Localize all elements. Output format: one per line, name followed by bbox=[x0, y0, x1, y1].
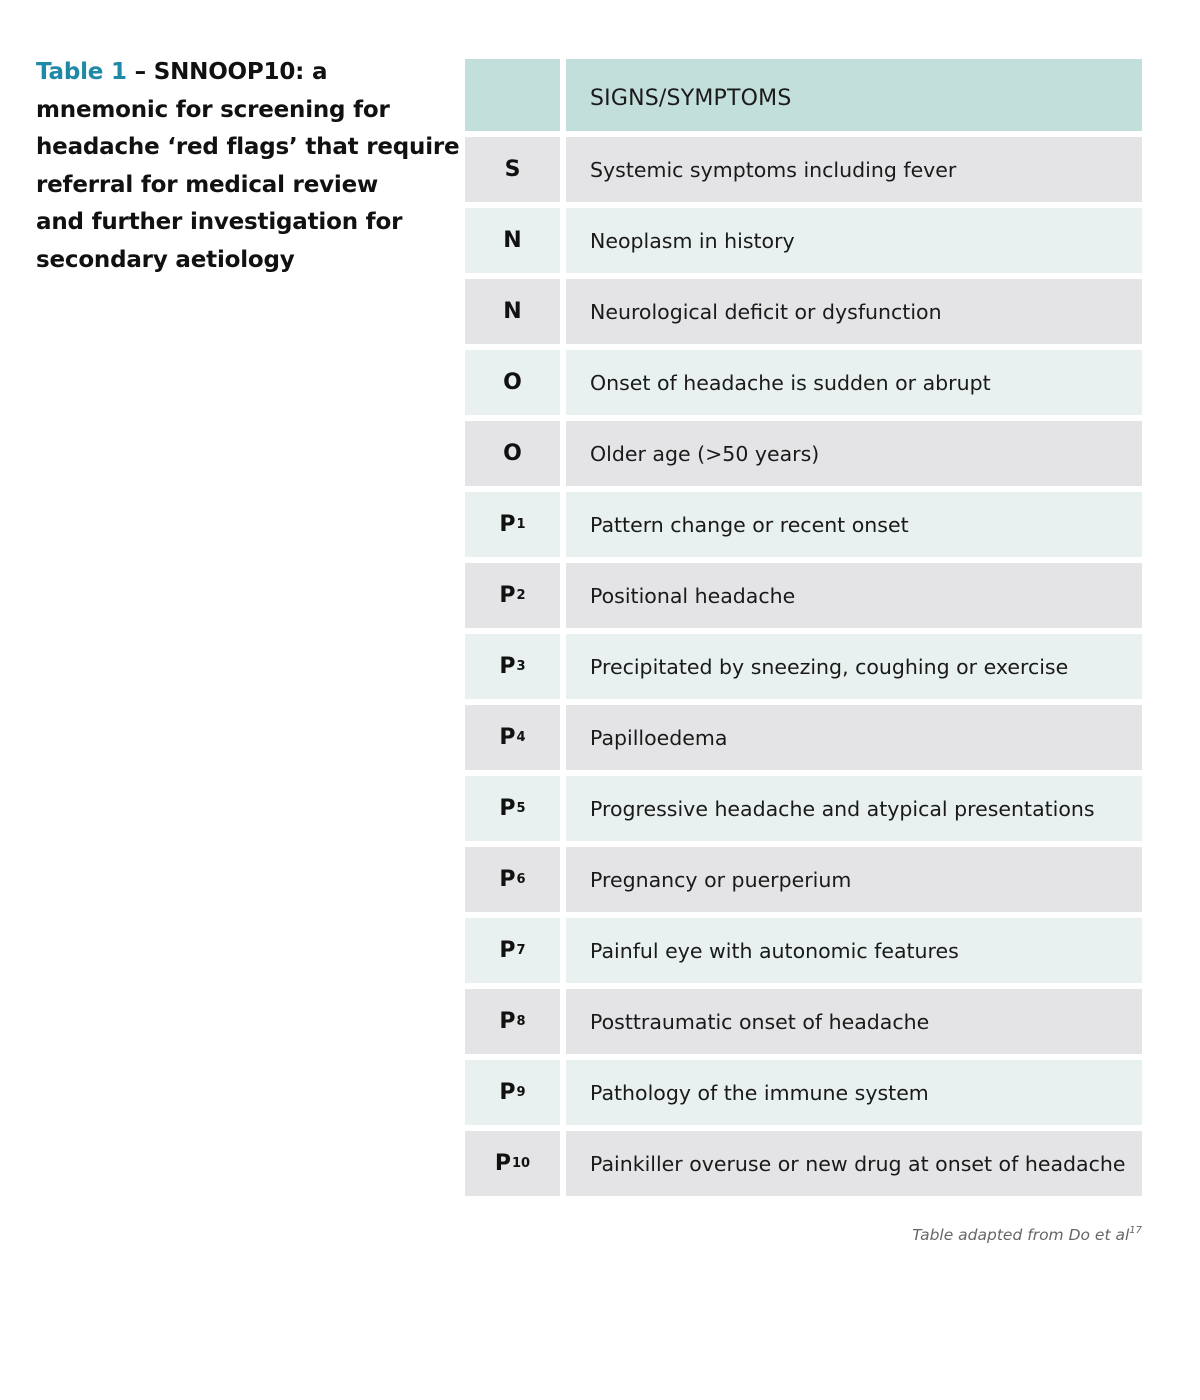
table-row bbox=[465, 208, 1142, 273]
mnemonic-letter: P bbox=[499, 512, 516, 537]
sign-symptom-text: Neurological deficit or dysfunction bbox=[566, 279, 1142, 344]
caption-text: mnemonic for screening for bbox=[36, 96, 390, 123]
sign-symptom-text: Progressive headache and atypical presentations bbox=[566, 776, 1142, 841]
mnemonic-letter: S bbox=[504, 157, 521, 182]
table-row bbox=[465, 634, 1142, 699]
mnemonic-letter: P bbox=[499, 725, 516, 750]
mnemonic-letter-cell bbox=[465, 279, 560, 344]
sign-symptom-text: Painful eye with autonomic features bbox=[566, 918, 1142, 983]
mnemonic-letter-cell: P 6 bbox=[465, 847, 560, 912]
mnemonic-letter: P bbox=[499, 1009, 516, 1034]
caption-text: referral for medical review bbox=[36, 171, 379, 198]
mnemonic-letter-cell bbox=[465, 137, 560, 202]
mnemonic-letter-cell: P 10 bbox=[465, 1131, 560, 1196]
table-row bbox=[465, 421, 1142, 486]
mnemonic-letter-cell: P 5 bbox=[465, 776, 560, 841]
mnemonic-table bbox=[465, 59, 1142, 1202]
sign-symptom-text: Posttraumatic onset of headache bbox=[566, 989, 1142, 1054]
header-code-cell bbox=[465, 59, 560, 131]
mnemonic-letter: P bbox=[499, 583, 516, 608]
mnemonic-letter: O bbox=[503, 441, 522, 466]
caption-text: and further investigation for bbox=[36, 209, 403, 236]
sign-symptom-text: Onset of headache is sudden or abrupt bbox=[566, 350, 1142, 415]
source-text: Table adapted from Do et al bbox=[912, 1226, 1130, 1244]
sign-symptom-text: Papilloedema bbox=[566, 705, 1142, 770]
mnemonic-letter-cell: P 2 bbox=[465, 563, 560, 628]
table-row bbox=[465, 279, 1142, 344]
mnemonic-letter: P bbox=[499, 1080, 516, 1105]
sign-symptom-text: Neoplasm in history bbox=[566, 208, 1142, 273]
mnemonic-letter-cell: P 8 bbox=[465, 989, 560, 1054]
table-header-row bbox=[465, 59, 1142, 131]
mnemonic-letter: P bbox=[494, 1151, 512, 1176]
sign-symptom-text: Painkiller overuse or new drug at onset of headache bbox=[566, 1131, 1142, 1196]
mnemonic-letter-cell: P 4 bbox=[465, 705, 560, 770]
mnemonic-letter-cell: P 9 bbox=[465, 1060, 560, 1125]
mnemonic-letter: N bbox=[503, 299, 522, 324]
sign-symptom-text: Pregnancy or puerperium bbox=[566, 847, 1142, 912]
table-row bbox=[465, 705, 1142, 770]
sign-symptom-text: Positional headache bbox=[566, 563, 1142, 628]
caption-text: headache ‘red flags’ that require bbox=[36, 134, 460, 161]
mnemonic-letter-cell bbox=[465, 350, 560, 415]
table-row bbox=[465, 137, 1142, 202]
header-signs-symptoms: SIGNS/SYMPTOMS bbox=[566, 59, 1142, 131]
mnemonic-letter: P bbox=[499, 654, 516, 679]
table-row bbox=[465, 492, 1142, 557]
table-body bbox=[465, 137, 1142, 1196]
table-row bbox=[465, 989, 1142, 1054]
mnemonic-letter-cell: P 7 bbox=[465, 918, 560, 983]
table-row bbox=[465, 350, 1142, 415]
mnemonic-letter-cell bbox=[465, 208, 560, 273]
caption-line-1 bbox=[36, 54, 451, 92]
mnemonic-letter: N bbox=[503, 228, 522, 253]
mnemonic-letter: O bbox=[503, 370, 522, 395]
sign-symptom-text: Older age (>50 years) bbox=[566, 421, 1142, 486]
sign-symptom-text: Systemic symptoms including fever bbox=[566, 137, 1142, 202]
sign-symptom-text: Precipitated by sneezing, coughing or exercise bbox=[566, 634, 1142, 699]
table-row bbox=[465, 1131, 1142, 1196]
table-caption bbox=[36, 54, 460, 280]
source-reference: 17 bbox=[1129, 1225, 1142, 1236]
table-label: Table 1 bbox=[36, 59, 127, 85]
mnemonic-letter-cell: P 1 bbox=[465, 492, 560, 557]
mnemonic-letter: P bbox=[499, 796, 516, 821]
caption-text: – SNNOOP10: a bbox=[126, 59, 328, 85]
mnemonic-letter-cell: P 3 bbox=[465, 634, 560, 699]
sign-symptom-text: Pattern change or recent onset bbox=[566, 492, 1142, 557]
table-row bbox=[465, 918, 1142, 983]
caption-text: secondary aetiology bbox=[36, 246, 295, 273]
table-source-note bbox=[912, 1226, 1142, 1244]
table-row bbox=[465, 776, 1142, 841]
table-row bbox=[465, 847, 1142, 912]
mnemonic-letter: P bbox=[499, 938, 516, 963]
table-row bbox=[465, 1060, 1142, 1125]
sign-symptom-text: Pathology of the immune system bbox=[566, 1060, 1142, 1125]
table-row bbox=[465, 563, 1142, 628]
mnemonic-letter-cell bbox=[465, 421, 560, 486]
mnemonic-letter: P bbox=[499, 867, 516, 892]
